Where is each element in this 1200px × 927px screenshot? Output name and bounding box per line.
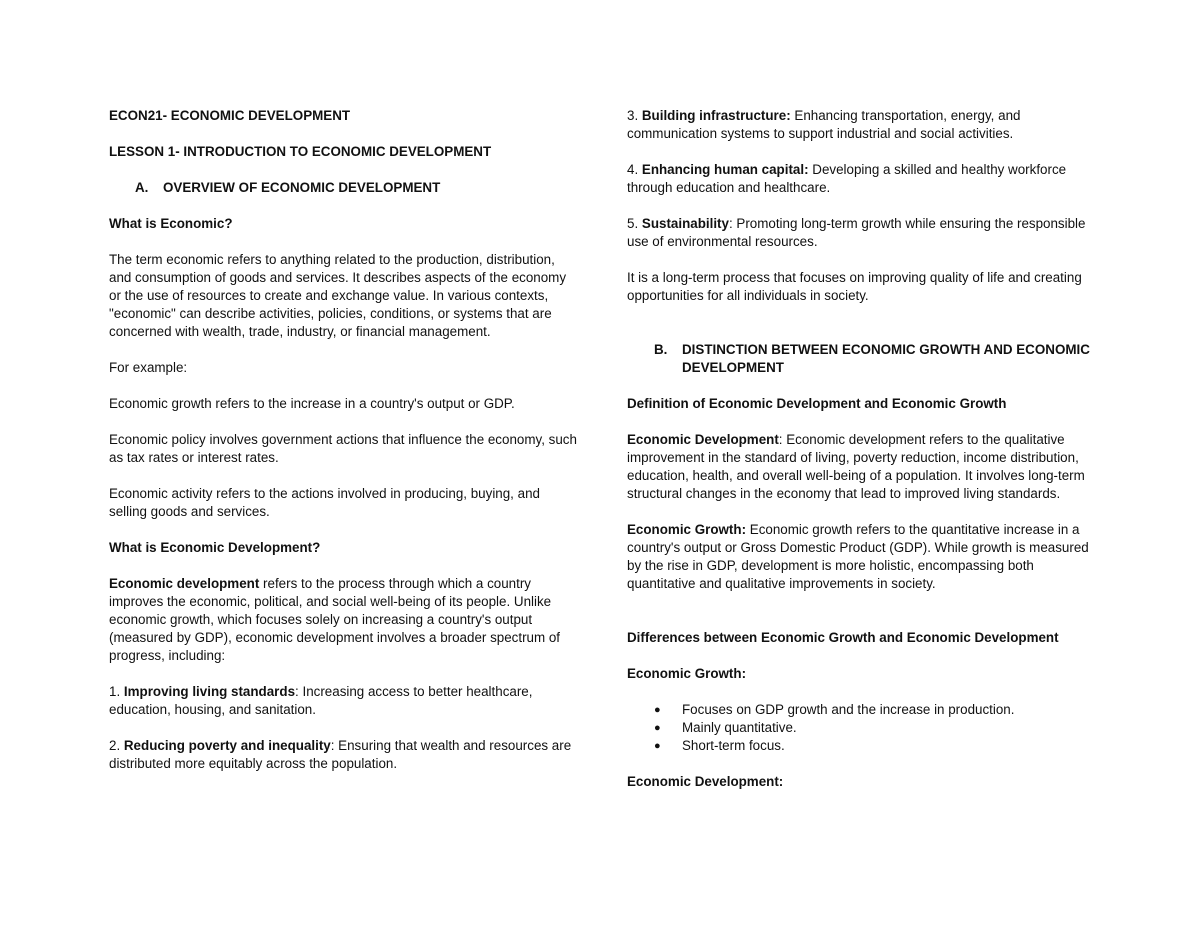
economic-development-paragraph bbox=[109, 575, 579, 665]
section-b-title: DISTINCTION BETWEEN ECONOMIC GROWTH AND ECONOMIC DEVELOPMENT bbox=[682, 342, 1090, 375]
economic-development-definition bbox=[627, 431, 1102, 503]
list-item bbox=[627, 215, 1102, 251]
section-a-letter: A. bbox=[135, 180, 149, 195]
item-term: Reducing poverty and inequality bbox=[123, 738, 331, 753]
for-example-label: For example: bbox=[109, 360, 188, 375]
question-economic: What is Economic? bbox=[109, 216, 233, 231]
economic-growth-subheading: Economic Growth: bbox=[627, 666, 747, 681]
lesson-title: LESSON 1- INTRODUCTION TO ECONOMIC DEVELOPMENT bbox=[109, 144, 492, 159]
item-term: Sustainability bbox=[641, 216, 729, 231]
item-description: Developing a skilled and healthy workforce through education and healthcare. bbox=[627, 162, 1067, 195]
list-item bbox=[654, 719, 1102, 737]
bullet-text: Focuses on GDP growth and the increase in production. bbox=[682, 702, 1015, 717]
example-policy: Economic policy involves government actions that influence the economy, such as tax rates or interest rates. bbox=[109, 432, 577, 465]
term-description: : Economic development refers to the qualitative improvement in the standard of living, poverty reduction, income distribution, education, health, and overall well-being of a population. It involves long-term structural changes in the economy that lead to improved living standards. bbox=[627, 432, 1085, 501]
bullet-text: Short-term focus. bbox=[682, 738, 785, 753]
question-economic-development: What is Economic Development? bbox=[109, 540, 321, 555]
list-item bbox=[627, 161, 1102, 197]
economic-growth-definition bbox=[627, 521, 1102, 593]
economic-growth-bullets bbox=[627, 701, 1102, 755]
ed-description: refers to the process through which a country improves the economic, political, and social well-being of its people. Unlike economic growth, which focuses solely on increasing a country's output (measured by GDP), economic development involves a broader spectrum of progress, including: bbox=[109, 576, 561, 663]
bullet-text: Mainly quantitative. bbox=[682, 720, 797, 735]
list-item bbox=[109, 737, 579, 773]
bullet-icon: ● bbox=[654, 740, 661, 752]
term: Economic Development bbox=[627, 432, 779, 447]
section-a-heading bbox=[109, 179, 579, 197]
item-number: 3. bbox=[627, 108, 642, 123]
differences-heading: Differences between Economic Growth and Economic Development bbox=[627, 630, 1059, 645]
item-term: Improving living standards bbox=[123, 684, 296, 699]
example-activity: Economic activity refers to the actions involved in producing, buying, and selling goods and services. bbox=[109, 486, 540, 519]
section-b-heading bbox=[627, 341, 1102, 377]
item-description: : Increasing access to better healthcare, education, housing, and sanitation. bbox=[109, 684, 533, 717]
term: Economic Growth: bbox=[627, 522, 747, 537]
list-item bbox=[654, 737, 1102, 755]
definition-heading: Definition of Economic Development and Economic Growth bbox=[627, 396, 1007, 411]
example-growth: Economic growth refers to the increase in a country's output or GDP. bbox=[109, 396, 515, 411]
ed-term: Economic development bbox=[109, 576, 260, 591]
summary-paragraph: It is a long-term process that focuses on improving quality of life and creating opportunities for all individuals in society. bbox=[627, 270, 1082, 303]
section-b-letter: B. bbox=[654, 342, 668, 357]
list-item bbox=[109, 683, 579, 719]
item-description: : Promoting long-term growth while ensuring the responsible use of environmental resources. bbox=[627, 216, 1086, 249]
course-title: ECON21- ECONOMIC DEVELOPMENT bbox=[109, 108, 351, 123]
bullet-icon: ● bbox=[654, 722, 661, 734]
bullet-icon: ● bbox=[654, 704, 661, 716]
left-column bbox=[109, 107, 579, 791]
item-term: Enhancing human capital: bbox=[641, 162, 809, 177]
item-term: Building infrastructure: bbox=[641, 108, 791, 123]
item-number: 5. bbox=[627, 216, 642, 231]
economic-development-subheading: Economic Development: bbox=[627, 774, 784, 789]
right-column bbox=[627, 107, 1102, 809]
item-number: 2. bbox=[109, 738, 124, 753]
list-item bbox=[627, 107, 1102, 143]
item-description: Enhancing transportation, energy, and communication systems to support industrial and social activities. bbox=[627, 108, 1021, 141]
section-a-title: OVERVIEW OF ECONOMIC DEVELOPMENT bbox=[163, 180, 441, 195]
economic-definition: The term economic refers to anything related to the production, distribution, and consumption of goods and services. It describes aspects of the economy or the use of resources to create and exchange value. In various contexts, "economic" can describe activities, policies, conditions, or systems that are concerned with wealth, trade, industry, or financial management. bbox=[109, 252, 567, 339]
item-description: : Ensuring that wealth and resources are distributed more equitably across the population. bbox=[109, 738, 572, 771]
list-item bbox=[654, 701, 1102, 719]
item-number: 4. bbox=[627, 162, 642, 177]
term-description: Economic growth refers to the quantitative increase in a country's output or Gross Domestic Product (GDP). While growth is measured by the rise in GDP, development is more holistic, encompassing both quantitative and qualitative improvements in society. bbox=[627, 522, 1089, 591]
item-number: 1. bbox=[109, 684, 124, 699]
